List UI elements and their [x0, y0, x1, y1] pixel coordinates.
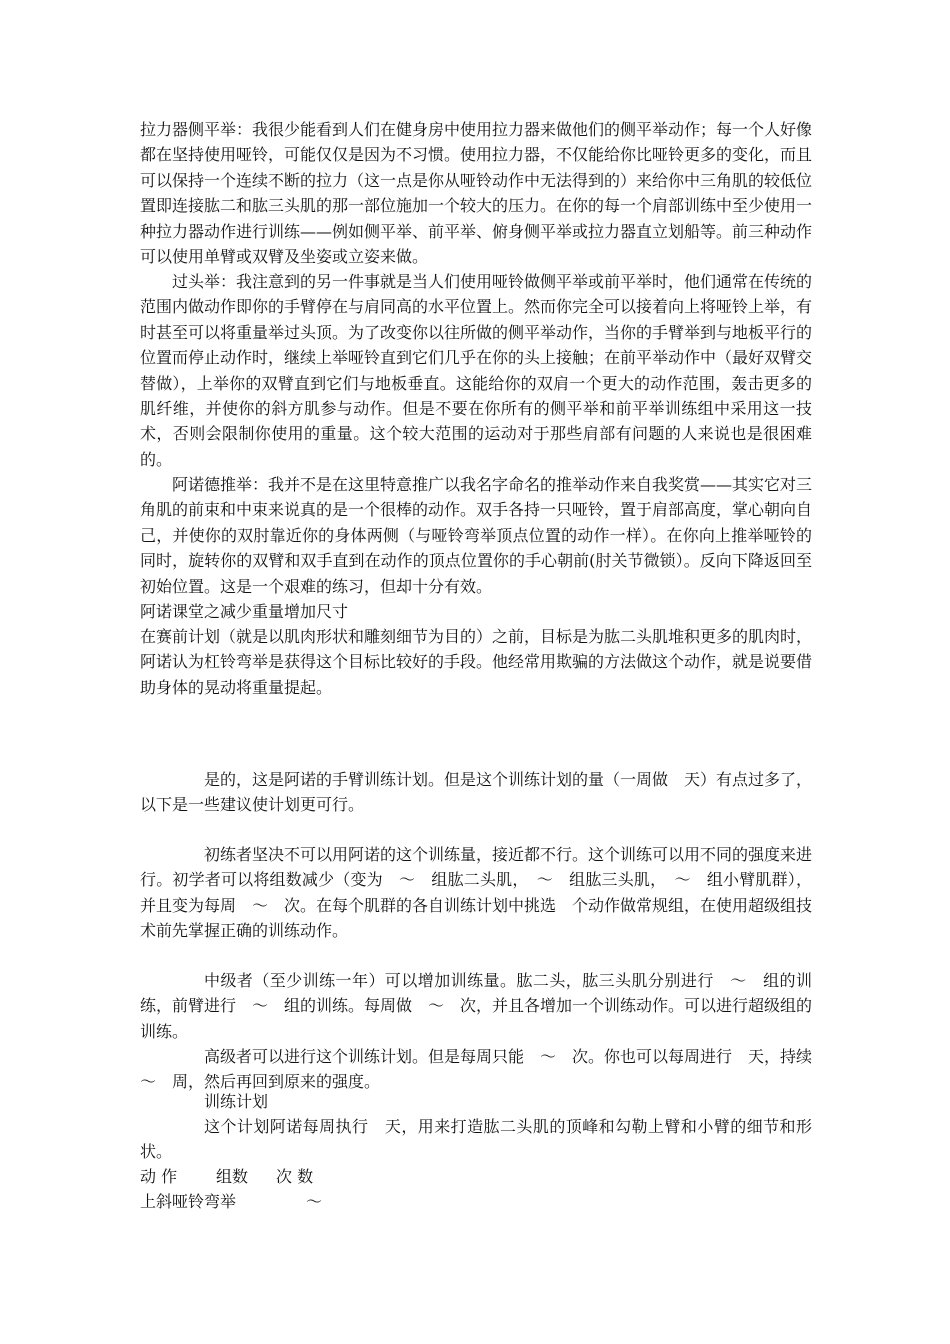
table-header-exercise: 动 作 — [140, 1167, 178, 1186]
table-row-exercise: 上斜哑铃弯举 — [140, 1192, 237, 1211]
paragraph-arm-plan-intro: 是的，这是阿诺的手臂训练计划。但是这个训练计划的量（一周做 天）有点过多了，以下是一些建议使计划更可行。 — [140, 770, 813, 815]
paragraph-overhead-raise: 过头举：我注意到的另一件事就是当人们使用哑铃做侧平举或前平举时，他们通常在传统的范围内做动作即你的手臂停在与肩同高的水平位置上。然而你完全可以接着向上将哑铃上举，有时甚至可以将重量举过头顶。为了改变你以往所做的侧平举动作，当你的手臂举到与地板平行的位置而停止动作时，继续上举哑铃直到它们几乎在你的头上接触；在前平举动作中（最好双臂交替做），上举你的双臂直到它们与地板垂直。这能给你的双肩一个更大的动作范围，轰击更多的肌纤维，并使你的斜方肌参与动作。但是不要在你所有的侧平举和前平举训练组中采用这一技术，否则会限制你使用的重量。这个较大范围的运动对于那些肩部有问题的人来说也是很困难的。 — [140, 272, 813, 469]
paragraph-barbell-curl: 在赛前计划（就是以肌肉形状和雕刻细节为目的）之前，目标是为肱二头肌堆积更多的肌肉时，阿诺认为杠铃弯举是获得这个目标比较好的手段。他经常用欺骗的方法做这个动作，就是说要借助身体的晃动将重量提起。 — [140, 627, 813, 697]
paragraph-plan-description: 这个计划阿诺每周执行 天，用来打造肱二头肌的顶峰和勾勒上臂和小臂的细节和形状。 — [140, 1117, 812, 1162]
paragraph-intermediate: 中级者（至少训练一年）可以增加训练量。肱二头，肱三头肌分别进行 ～ 组的训练，前臂进行 ～ 组的训练。每周做 ～ 次，并且各增加一个训练动作。可以进行超级组的训练。 — [140, 971, 813, 1041]
paragraph-advanced: 高级者可以进行这个训练计划。但是每周只能 ～ 次。你也可以每周进行 天，持续 ～ 周，然后再回到原来的强度。 — [140, 1047, 829, 1092]
table-header-reps: 次 数 — [276, 1167, 314, 1186]
paragraph-cable-lateral-raise: 拉力器侧平举：我很少能看到人们在健身房中使用拉力器来做他们的侧平举动作；每一个人好像都在坚持使用哑铃，可能仅仅是因为不习惯。使用拉力器，不仅能给你比哑铃更多的变化，而且可以保持一个连续不断的拉力（这一点是你从哑铃动作中无法得到的）来给你中三角肌的较低位置即连接肱二和肱三头肌的那一部位施加一个较大的压力。在你的每一个肩部训练中至少使用一种拉力器动作进行训练——例如侧平举、前平举、俯身侧平举或拉力器直立划船等。前三种动作可以使用单臂或双臂及坐姿或立姿来做。 — [140, 120, 813, 267]
paragraph-arnold-press: 阿诺德推举：我并不是在这里特意推广以我名字命名的推举动作来自我奖赏——其实它对三角肌的前束和中束来说真的是一个很棒的动作。双手各持一只哑铃，置于肩部高度，掌心朝向自己，并使你的双肘靠近你的身体两侧（与哑铃弯举顶点位置的动作一样）。在你向上推举哑铃的同时，旋转你的双臂和双手直到在动作的顶点位置你的手心朝前(肘关节微锁）。反向下降返回至初始位置。这是一个艰难的练习，但却十分有效。 — [140, 475, 813, 596]
table-header-sets: 组数 — [216, 1167, 249, 1186]
section-heading: 阿诺课堂之减少重量增加尺寸 — [140, 602, 349, 621]
table-row-reps: ～ — [306, 1192, 323, 1211]
paragraph-beginner: 初练者坚决不可以用阿诺的这个训练量，接近都不行。这个训练可以用不同的强度来进行。初学者可以将组数减少（变为 ～ 组肱二头肌， ～ 组肱三头肌， ～ 组小臂肌群），并且变为每周 ～ 次。在每个肌群的各自训练计划中挑选 个动作做常规组，在使用超级组技术前先掌握正确的训练动作。 — [140, 845, 813, 941]
plan-title: 训练计划 — [204, 1092, 269, 1111]
